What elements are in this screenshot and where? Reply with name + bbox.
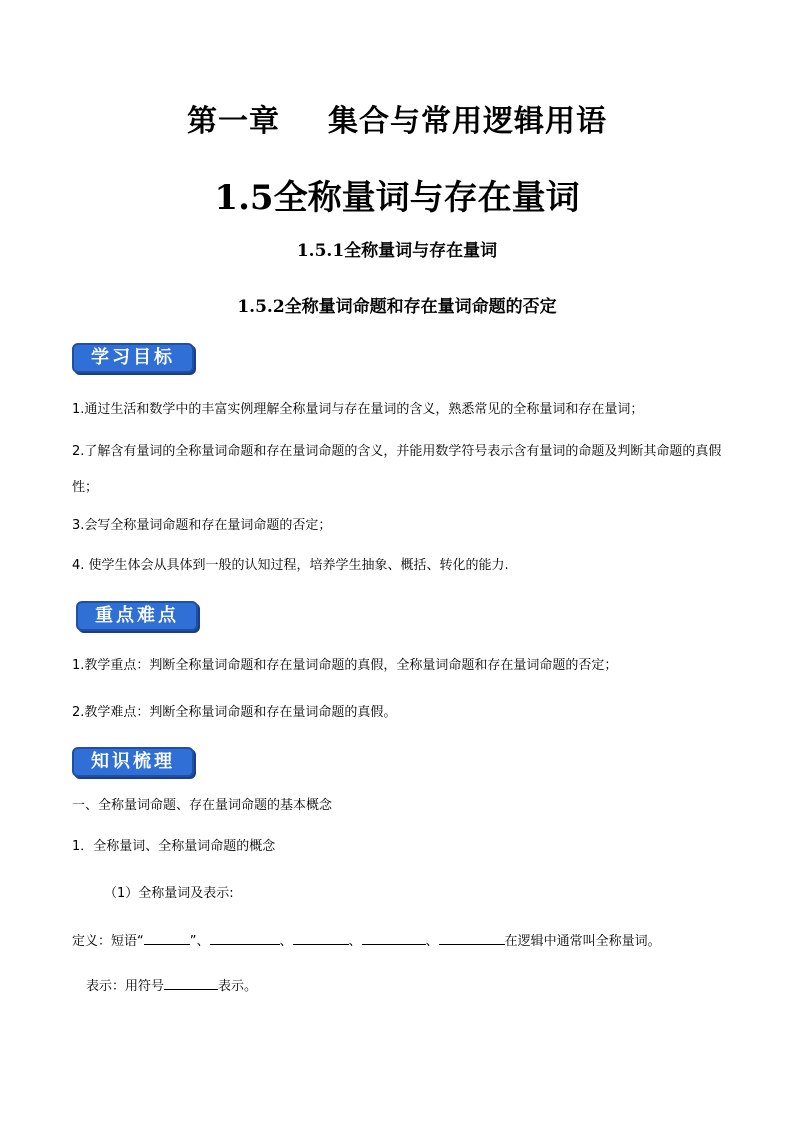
knowledge-heading-3: （1）全称量词及表示:: [104, 886, 234, 901]
answer-blank-3[interactable]: [293, 930, 349, 945]
answer-blank-1[interactable]: [144, 930, 190, 945]
goal-item-2: 2.了解含有量词的全称量词命题和存在量词命题的含义，并能用数学符号表示含有量词的命题及判断其命题的真假性；: [72, 444, 722, 495]
answer-blank-5[interactable]: [439, 930, 505, 945]
definition-quote-close: ”: [189, 934, 197, 949]
definition-prefix: 定义：短语“: [72, 934, 144, 949]
answer-blank-4[interactable]: [362, 930, 426, 945]
section-title: 1.5全称量词与存在量词: [214, 178, 580, 218]
chapter-title: [0, 96, 794, 140]
key-points-badge: 重点难点: [76, 601, 198, 631]
knowledge-summary-badge: 知识梳理: [72, 747, 194, 777]
notation-prefix: 表示：用符号: [86, 979, 165, 994]
subsection-title-2: 1.5.2全称量词命题和存在量词命题的否定: [237, 297, 557, 317]
answer-blank-6[interactable]: [164, 975, 218, 990]
subsection-title-1: 1.5.1全称量词与存在量词: [296, 241, 498, 261]
separator: 、: [196, 934, 210, 949]
notation-line: [86, 975, 257, 996]
separator: 、: [348, 934, 362, 949]
learning-goals-badge: 学习目标: [72, 343, 194, 373]
goal-item-4: 4. 使学生体会从具体到一般的认知过程，培养学生抽象、概括、转化的能力.: [72, 558, 509, 573]
key-point-item-2: 2.教学难点：判断全称量词命题和存在量词命题的真假。: [72, 705, 397, 720]
notation-suffix: 表示。: [218, 979, 258, 994]
chapter-name: 集合与常用逻辑用语: [328, 104, 607, 139]
goal-item-3: 3.会写全称量词命题和存在量词命题的否定；: [72, 518, 332, 533]
definition-line: [72, 930, 661, 951]
separator: 、: [279, 934, 293, 949]
key-point-item-1: 1.教学重点：判断全称量词命题和存在量词命题的真假，全称量词命题和存在量词命题的否定；: [72, 658, 618, 673]
goal-item-1: 1.通过生活和数学中的丰富实例理解全称量词与存在量词的含义，熟悉常见的全称量词和存在量词；: [72, 402, 644, 417]
definition-suffix: 在逻辑中通常叫全称量词。: [504, 934, 661, 949]
answer-blank-2[interactable]: [210, 930, 280, 945]
separator: 、: [425, 934, 439, 949]
knowledge-heading-1: 一、全称量词命题、存在量词命题的基本概念: [72, 798, 333, 813]
knowledge-heading-2: 1．全称量词、全称量词命题的概念: [72, 839, 276, 854]
chapter-label: 第一章: [187, 104, 280, 139]
